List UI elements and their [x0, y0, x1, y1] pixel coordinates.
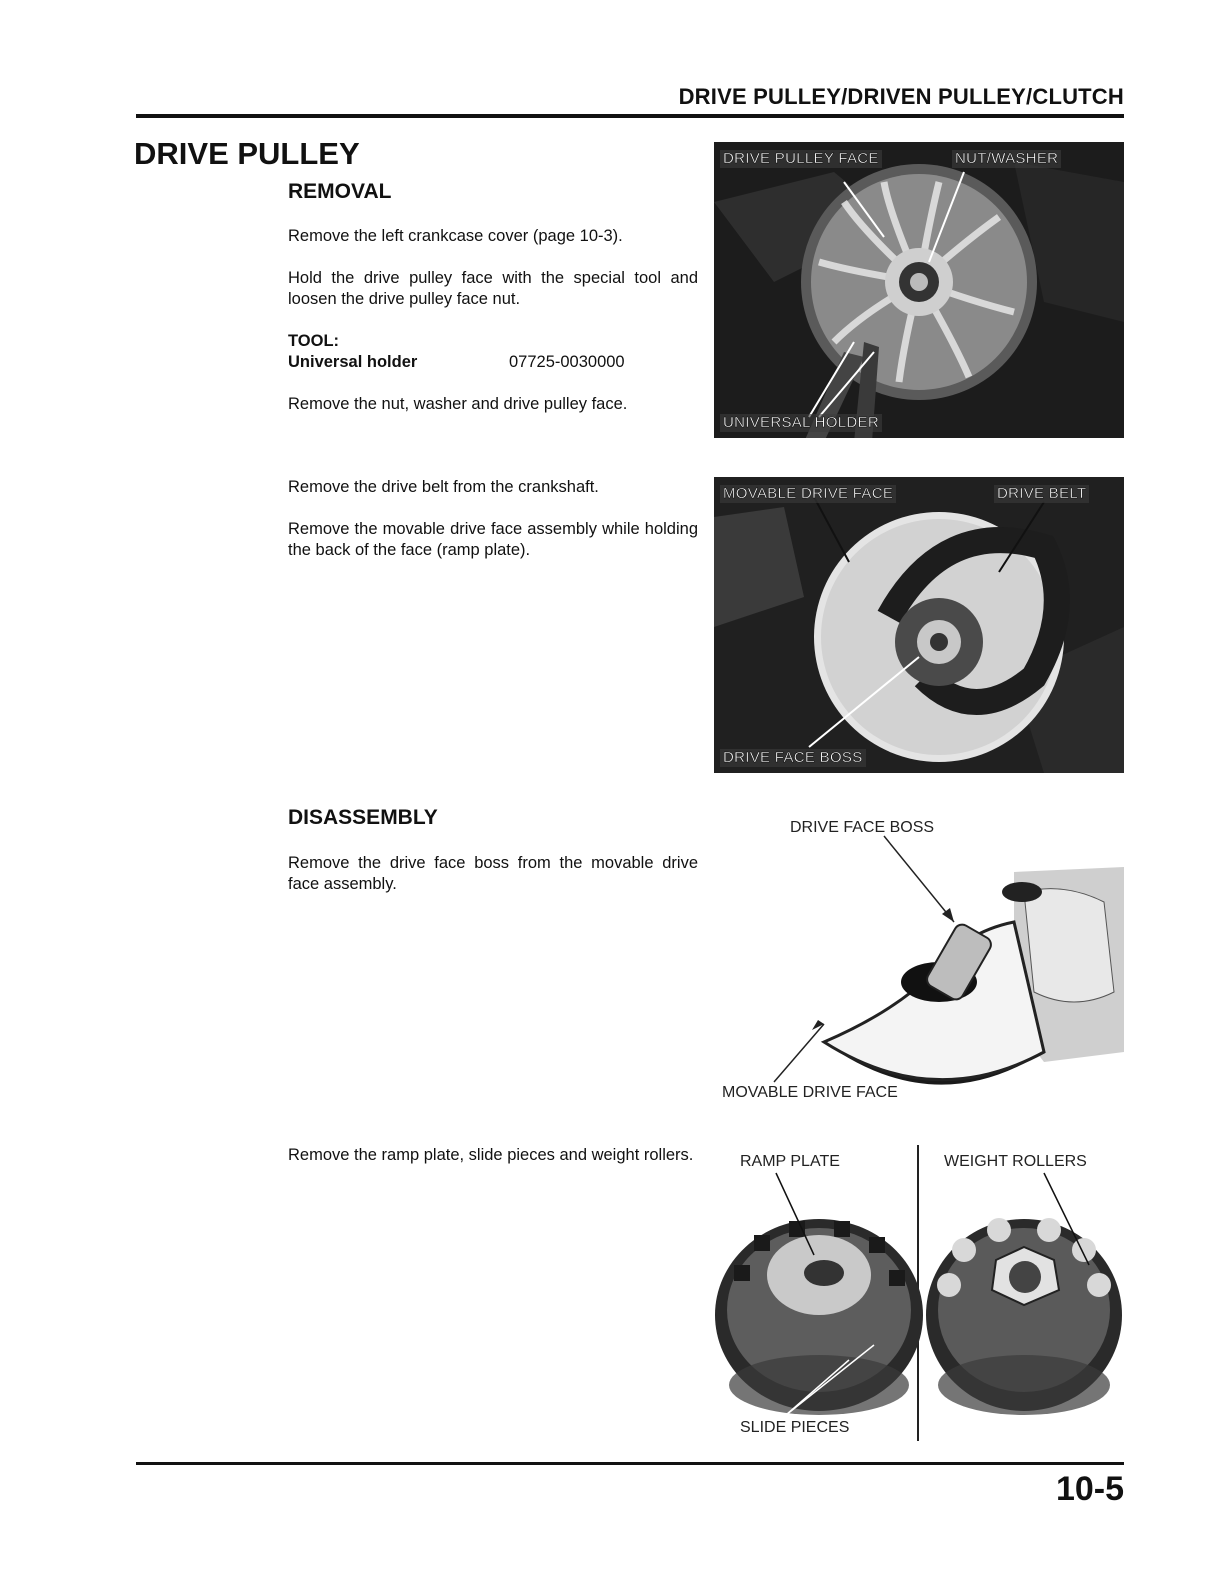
fig1-label-drive-pulley-face: DRIVE PULLEY FACE — [720, 150, 882, 168]
removal-heading: REMOVAL — [288, 180, 392, 203]
movable-drive-face-illustration — [714, 477, 1124, 773]
running-header: DRIVE PULLEY/DRIVEN PULLEY/CLUTCH — [678, 84, 1124, 109]
figure-movable-drive-face-photo — [714, 477, 1124, 773]
disassembly-step-2: Remove the ramp plate, slide pieces and weight rollers. — [288, 1146, 694, 1164]
fig2-label-drive-face-boss: DRIVE FACE BOSS — [720, 749, 866, 767]
fig4-label-weight-rollers: WEIGHT ROLLERS — [944, 1153, 1087, 1170]
fig3-label-movable-drive-face: MOVABLE DRIVE FACE — [722, 1084, 898, 1101]
page-number: 10-5 — [1055, 1470, 1124, 1508]
section-title: DRIVE PULLEY — [134, 136, 360, 171]
disassembly-step-1: Remove the drive face boss from the movable drive face assembly. — [288, 854, 698, 893]
fig1-label-nut-washer: NUT/WASHER — [952, 150, 1061, 168]
fig2-label-movable-drive-face: MOVABLE DRIVE FACE — [720, 485, 896, 503]
header-rule — [136, 114, 1124, 118]
fig1-label-universal-holder: UNIVERSAL HOLDER — [720, 414, 882, 432]
footer-rule — [136, 1462, 1124, 1465]
figure-ramp-plate-weight-rollers — [714, 1145, 1124, 1441]
tool-number: 07725-0030000 — [509, 353, 625, 371]
disassembly-heading: DISASSEMBLY — [288, 806, 438, 829]
figure-drive-face-boss-removal — [714, 812, 1124, 1108]
ramp-plate-illustration — [714, 1145, 1124, 1441]
drive-face-boss-illustration — [714, 812, 1124, 1108]
figure-drive-pulley-face-photo — [714, 142, 1124, 438]
removal-step-3: Remove the nut, washer and drive pulley face. — [288, 395, 628, 413]
removal-step-1: Remove the left crankcase cover (page 10-3). — [288, 227, 623, 245]
removal-step-5: Remove the movable drive face assembly while holding the back of the face (ramp plate). — [288, 520, 698, 559]
fig3-label-drive-face-boss: DRIVE FACE BOSS — [790, 819, 935, 836]
fig4-label-ramp-plate: RAMP PLATE — [740, 1153, 840, 1170]
drive-pulley-illustration — [714, 142, 1124, 438]
removal-step-4: Remove the drive belt from the crankshaft. — [288, 478, 599, 496]
tool-name: Universal holder — [288, 353, 418, 371]
tool-label: TOOL: — [288, 332, 340, 350]
fig2-label-drive-belt: DRIVE BELT — [994, 485, 1089, 503]
fig4-label-slide-pieces: SLIDE PIECES — [740, 1419, 850, 1436]
removal-step-2: Hold the drive pulley face with the special tool and loosen the drive pulley face nut. — [288, 269, 698, 308]
